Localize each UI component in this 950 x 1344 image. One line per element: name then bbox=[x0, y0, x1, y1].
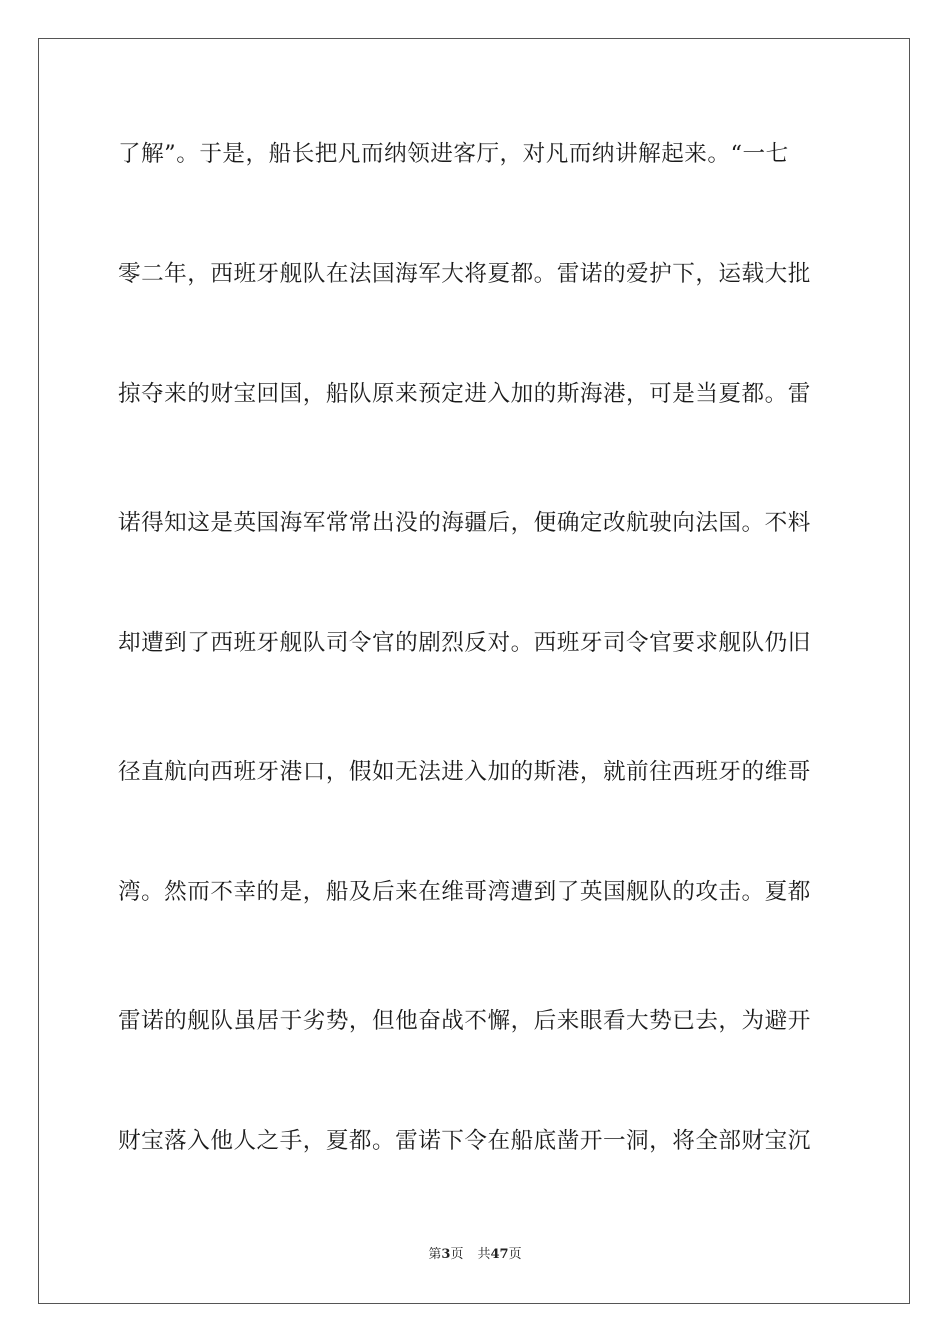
page-number-prefix: 第 bbox=[428, 1247, 442, 1262]
page-border bbox=[38, 38, 910, 1304]
page-number-suffix: 页 bbox=[450, 1247, 464, 1262]
text-line: 径直航向西班牙港口，假如无法进入加的斯港，就前往西班牙的维哥 bbox=[118, 759, 811, 785]
page-number-current: 3 bbox=[441, 1247, 451, 1262]
text-line: 了解”。于是，船长把凡而纳领进客厅，对凡而纳讲解起来。“一七 bbox=[118, 141, 789, 167]
page-total-suffix: 页 bbox=[508, 1247, 522, 1262]
page-total: 47 bbox=[490, 1247, 509, 1262]
page-total-prefix: 共 bbox=[477, 1247, 491, 1262]
text-line: 湾。然而不幸的是，船及后来在维哥湾遭到了英国舰队的攻击。夏都 bbox=[118, 879, 811, 905]
text-line: 却遭到了西班牙舰队司令官的剧烈反对。西班牙司令官要求舰队仍旧 bbox=[118, 630, 811, 656]
page-footer bbox=[0, 1246, 950, 1264]
text-line: 零二年，西班牙舰队在法国海军大将夏都。雷诺的爱护下，运载大批 bbox=[118, 261, 811, 287]
text-line: 诺得知这是英国海军常常出没的海疆后，便确定改航驶向法国。不料 bbox=[118, 510, 811, 536]
text-line: 雷诺的舰队虽居于劣势，但他奋战不懈，后来眼看大势已去，为避开 bbox=[118, 1008, 811, 1034]
text-line: 财宝落入他人之手，夏都。雷诺下令在船底凿开一洞，将全部财宝沉 bbox=[118, 1128, 811, 1154]
text-line: 掠夺来的财宝回国，船队原来预定进入加的斯海港，可是当夏都。雷 bbox=[118, 381, 811, 407]
